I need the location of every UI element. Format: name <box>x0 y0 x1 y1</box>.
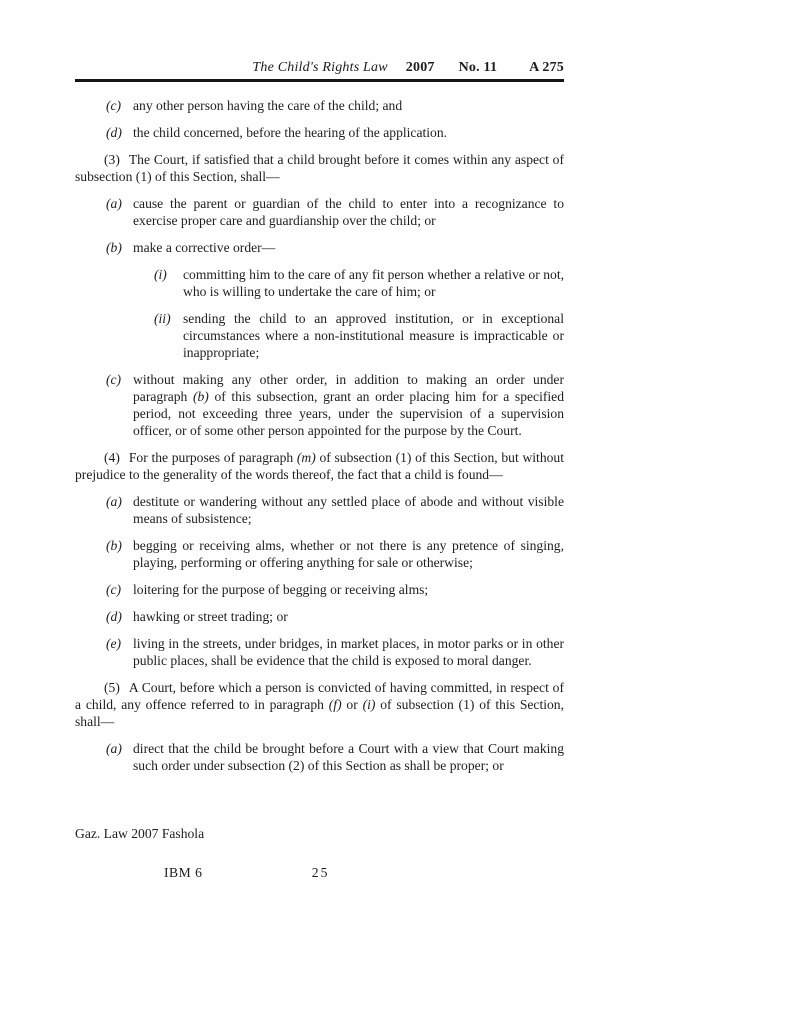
press-line <box>75 865 564 881</box>
clause-text-italic: (b) <box>192 389 209 404</box>
clause-marker: (a) <box>106 196 122 211</box>
page-footer <box>75 826 564 881</box>
clause-text: loitering for the purpose of begging or receiving alms; <box>133 582 429 597</box>
header-rule <box>75 79 564 82</box>
clause-text: any other person having the care of the child; and <box>133 98 403 113</box>
clause-marker: (e) <box>106 636 122 651</box>
subsection-text-italic: (f) <box>328 697 342 712</box>
subsection-5 <box>75 679 564 730</box>
typesetter-mark: IBM 6 <box>164 865 203 880</box>
clause-text: the child concerned, before the hearing of the application. <box>133 125 448 140</box>
page-number: 25 <box>311 865 330 880</box>
subsection-text: A Court, before which a person is convicted of having committed, in respect of a child, any offence referred to in paragraph <box>75 680 564 712</box>
gazette-imprint: Gaz. Law 2007 Fashola <box>75 826 205 841</box>
subsection-3 <box>75 151 564 185</box>
clause-text: begging or receiving alms, whether or not there is any pretence of singing, playing, performing or offering anything for sale or otherwise; <box>133 538 564 570</box>
subsection-text: of subsection (1) of this Section, shall— <box>75 697 564 729</box>
clause-item-c3 <box>75 581 564 598</box>
page-content <box>75 60 564 881</box>
document-body <box>75 97 564 774</box>
subsection-text: or <box>341 697 363 712</box>
clause-item-c <box>75 97 564 114</box>
subsection-number: (3) <box>104 152 120 167</box>
clause-item-d2 <box>75 608 564 625</box>
clause-item-a <box>75 195 564 229</box>
clause-marker: (a) <box>106 741 122 756</box>
clause-item-a2 <box>75 493 564 527</box>
clause-item-b <box>75 239 564 256</box>
subsection-text: For the purposes of paragraph <box>128 450 297 465</box>
running-header <box>75 60 564 76</box>
subsection-text: of subsection (1) of this Section, but without prejudice to the generality of the words thereof, the fact that a child is found— <box>75 450 564 482</box>
clause-item-c2 <box>75 371 564 439</box>
subclause-item-i <box>75 266 564 300</box>
subclause-marker: (i) <box>154 267 167 282</box>
subsection-number: (5) <box>104 680 120 695</box>
subclause-marker: (ii) <box>154 311 171 326</box>
subsection-text-italic: (m) <box>296 450 316 465</box>
clause-item-b2 <box>75 537 564 571</box>
header-year: 2007 <box>405 60 435 75</box>
subsection-number: (4) <box>104 450 120 465</box>
clause-item-d <box>75 124 564 141</box>
header-law-number: No. 11 <box>458 60 498 75</box>
clause-text: of this subsection, grant an order placing him for a specified period, not exceeding three years, under the supervision of a supervision officer, or of some other person appointed for the purpose by the Court. <box>133 389 564 438</box>
subclause-text: committing him to the care of any fit person whether a relative or not, who is willing to undertake the care of him; or <box>183 267 564 299</box>
clause-marker: (c) <box>106 98 122 113</box>
clause-marker: (a) <box>106 494 122 509</box>
clause-marker: (c) <box>106 372 122 387</box>
clause-text: without making any other order, in addition to making an order under paragraph <box>133 372 564 404</box>
subsection-text: The Court, if satisfied that a child brought before it comes within any aspect of subsection (1) of this Section, shall— <box>75 152 564 184</box>
clause-text: hawking or street trading; or <box>133 609 288 624</box>
subsection-4 <box>75 449 564 483</box>
clause-marker: (b) <box>106 240 122 255</box>
clause-marker: (d) <box>106 125 122 140</box>
subclause-text: sending the child to an approved institution, or in exceptional circumstances where a non-institutional measure is impracticable or inappropriate; <box>183 311 564 360</box>
header-law-title: The Child's Rights Law <box>252 60 388 75</box>
clause-marker: (b) <box>106 538 122 553</box>
subsection-text-italic: (i) <box>362 697 376 712</box>
clause-text: destitute or wandering without any settled place of abode and without visible means of subsistence; <box>133 494 564 526</box>
clause-marker: (c) <box>106 582 122 597</box>
clause-text: living in the streets, under bridges, in market places, in motor parks or in other public places, shall be evidence that the child is exposed to moral danger. <box>133 636 564 668</box>
clause-text: make a corrective order— <box>133 240 276 255</box>
header-page-ref: A 275 <box>529 60 564 75</box>
subclause-item-ii <box>75 310 564 361</box>
clause-item-e <box>75 635 564 669</box>
clause-text: cause the parent or guardian of the child to enter into a recognizance to exercise proper care and guardianship over the child; or <box>133 196 564 228</box>
clause-marker: (d) <box>106 609 122 624</box>
clause-item-a3 <box>75 740 564 774</box>
clause-text: direct that the child be brought before a Court with a view that Court making such order under subsection (2) of this Section as shall be proper; or <box>133 741 564 773</box>
